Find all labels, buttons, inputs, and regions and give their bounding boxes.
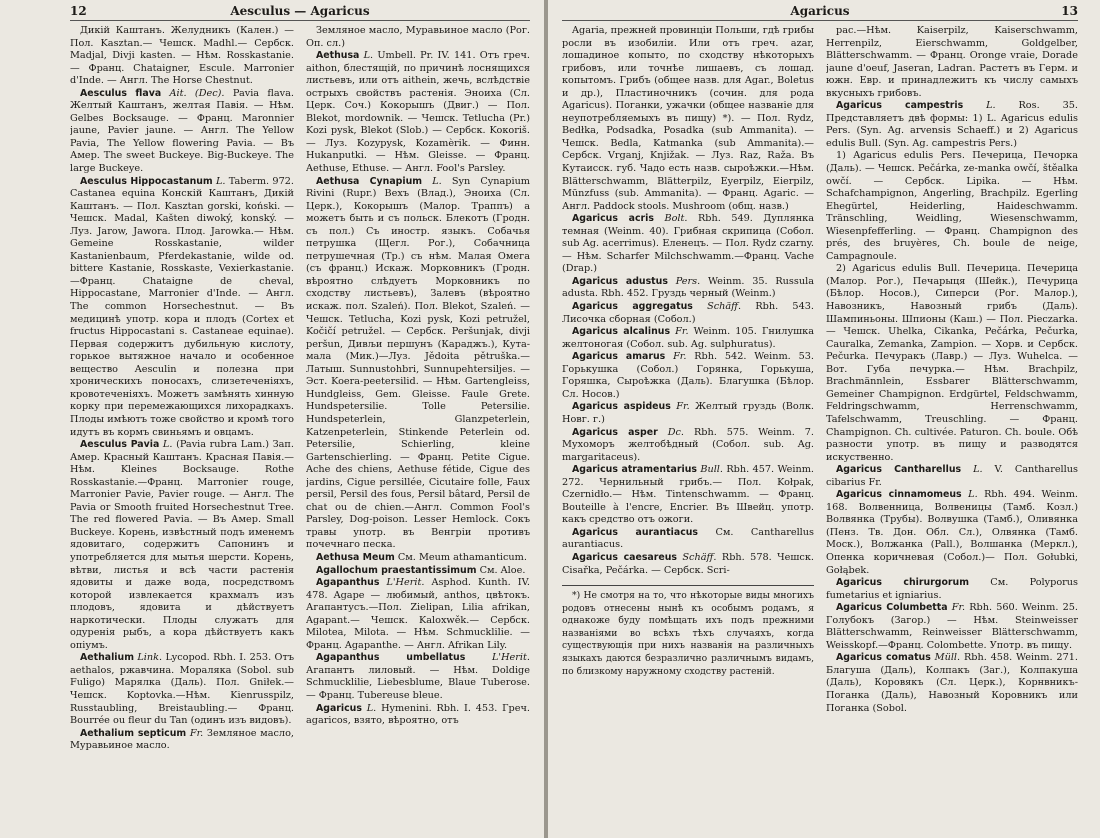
entry-text: Rbh. 457. Weinm. 272. Чернильный грибъ.— Пол. Kołpak, Czernidło.— Нѣм. Tintenschwamm. — Франц. Bouteille à l'encre, Encrier. Въ Швейц. употр. какъ средство отъ ожоги. (562, 464, 814, 526)
entry-authority: Schäff. (707, 301, 742, 313)
entry-term: Agaricus aggregatus (572, 301, 693, 313)
running-head-title-right: Agaricus (790, 4, 850, 18)
entry-term: Aethusa (316, 50, 360, 62)
entry-authority: Dc. (667, 426, 684, 438)
dictionary-entry (826, 464, 1078, 489)
entry-term: Agaricus acris (572, 213, 654, 225)
entry-term: Agaricus asper (572, 426, 658, 438)
entry-text: Желтый груздь (Волк. Новг. г.) (562, 401, 814, 425)
column-4 (826, 25, 1078, 838)
entry-authority: Pers. (675, 275, 701, 287)
dictionary-entry (562, 213, 814, 276)
entry-term: Agaricus amarus (572, 351, 666, 363)
entry-authority: L. (215, 175, 226, 187)
entry-term: Aethusa Meum (316, 551, 395, 563)
dictionary-entry (562, 401, 814, 426)
dictionary-entry (70, 176, 294, 439)
entry-text: Umbell. Pr. IV. 141. Отъ греч. aithon, блестящій, по причинѣ лоснящихся листьевъ, или отъ aithein, жечь, вслѣдствіе острыхъ свойствъ растенія. Эноиха (Сл. Церк. Соч.) Кокорышъ (Двиг.) — Пол. Blekot, mordownik. — Чешск. Tetlucha (Pr.) Kozi pysk, Blekot (Slob.) — Сербск. Koкoriš. — Луз. Kozypysk, Kozamèrik. — Финн. Hukanputki. — Нѣм. Gleisse. — Франц. Aethuse, Ethuse. — Англ. Fool's Parsley. (306, 50, 530, 175)
dictionary-entry (70, 25, 294, 88)
entry-text: Rbh. 549. Дуплянка темная (Weinm. 40). Грибная скрипица (Собол. sub Ag. acerrimus). Еленецъ. — Пол. Rydz czarny. — Нѣм. Scharfer Milchschwamm.—Франц. Vache (Drap.) (562, 213, 814, 275)
dictionary-entry (826, 489, 1078, 577)
dictionary-entry (826, 602, 1078, 652)
entry-text: Rbh. 542. Weinm. 53. Горькушка (Собол.) Горянка, Горькуша, Горяшка, Сыроѣжка (Даль). Благушка (Бѣлор. Сл. Носов.) (562, 351, 814, 400)
left-page (0, 0, 544, 838)
left-columns (70, 25, 530, 838)
page-number-right: 13 (1061, 4, 1078, 18)
entry-authority: L'Herit. (386, 577, 425, 589)
dictionary-entry (826, 577, 1078, 602)
entry-text: Pavia flava. Желтый Каштанъ, желтая Павія. — Нѣм. Gelbes Bocksauge. — Франц. Maronnier jaune, Pavier jaune. — Англ. The Yellow Pavia, The Yellow flowering Pavia. — Въ Амер. The sweet Buckeye. Big-Buckeye. The large Buckeye. (70, 87, 294, 175)
dictionary-entry (306, 50, 530, 175)
entry-text: См. Meum athamanticum. (397, 551, 527, 563)
dictionary-entry (306, 652, 530, 702)
dictionary-entry (306, 25, 530, 50)
footnote (562, 585, 814, 678)
entry-term: Agaricus aurantiacus (572, 526, 699, 538)
entry-text: Rbh. 575. Weinm. 7. Мухоморъ желтобѣдный (Собол. sub. Ag. margaritaceus). (562, 426, 814, 463)
entry-text: Taberm. 972. Castanea equina Конскій Каштанъ, Дикій Каштанъ. — Пол. Kasztan gorski, koński. — Чешск. Madal, Kašten diwoký, konský. — Луз. Jarow, Jawora. Плод. Jarowka.— Нѣм. Gemeine Rosskastanie, wilder Kastanienbaum, Pferdekastanie, wilde od. bittere Kastanie, Rosskaste, Vexierkastanie.—Франц. Chataigne de cheval, Hippocastane, Marronier d'Inde. — Англ. The common Horsechestnut. — Въ медицинѣ употр. кора и плодъ (Cortex et fructus Hippocastani s. Castaneae equinae). Первая содержитъ дубильную кислоту, горькое вытяжное начало и особенное вещество Aesculin и полезна при хроническихъ поносахъ, слизетеченіяхъ, кровотеченіяхъ. Можетъ замѣнять хинную корку при перемежающихся лихорадкахъ. Плоды имѣютъ тоже свойство и кромѣ того идутъ въ кормъ свиньямъ и овцамъ. (70, 175, 294, 438)
entry-term: Agaricus (316, 702, 362, 714)
column-3 (562, 25, 814, 838)
entry-text: Агапантъ лиловый. — Нѣм. Doldige Schmucklilie, Liebesblume, Blaue Tuberose. — Франц. Tubereuse bleue. (306, 664, 530, 701)
entry-text: Земляное масло, Муравьиное масло (Рог. Оп. сл.) (306, 25, 530, 49)
entry-authority: L. (986, 100, 996, 112)
entry-text: См. Aloe. (479, 564, 526, 576)
entry-text: См. Cantharellus aurantiacus. (562, 526, 814, 551)
entry-text: Asphod. Kunth. IV. 478. Agape — любимый, anthos, цвѣтокъ. Агапантусъ.—Пол. Zielipan, Lilia afrikan, Agapant.— Чешск. Kaloxwěk.— Сербск. Milotea, Milota. — Нѣм. Schmucklilie. — Франц. Agapanthe. — Англ. Afrikan Lily. (306, 577, 530, 651)
entry-term: Agapanthus umbellatus (316, 652, 466, 664)
entry-term: Agaricus aspideus (572, 401, 671, 413)
entry-text: 2) Agaricus edulis Bull. Печерица. Печерица (Малор. Рог.), Печарыця (Шейк.), Печурица (Бѣлор. Носов.), Сиперси (Рог. Малор.), Навозникъ, Навозный грибъ (Даль). Шампиньоны. Шпионы (Каш.) — Пол. Pieczarka. — Чешск. Uhelka, Cikanka, Pečárka, Pečurka, Cauralka, Zemanka, Zampion. — Хорв. и Сербск. Pečurka. Печуракъ (Лавр.) — Луз. Wuhelca. — Вот. Губа печурка.— Нѣм. Brachpilz, Brachmännlein, Essbarer Blätterschwamm, Gemeiner Champignon. Erdgürtel, Feldschwamm, Feldringschwamm, Herrenschwamm, Tafelschwamm, Treuschling. — Франц. Champignon. Ch. cultivée. Paturon. Ch. boule. Обѣ разности употр. въ пищу и разводятся искуственно. (826, 263, 1078, 463)
dictionary-entry (70, 652, 294, 727)
dictionary-entry (70, 728, 294, 753)
dictionary-entry (306, 552, 530, 565)
entry-authority: L. (366, 702, 377, 714)
entry-text: Rbh. 494. Weinm. 168. Волвенница, Волвеницы (Тамб. Козл.) Волвянка (Трубы). Волвушка (Тамб.), Оливянка (Пенз. Тв. Дон. Обл. Сл.), Олвянка (Тамб. Моск.), Волжанка (Pall.), Волшанка (Меркл.), Опенка коричневая (Собол.)— Пол. Gołubki, Gołąbek. (826, 489, 1078, 576)
dictionary-entry (562, 351, 814, 401)
entry-authority: Fr. (673, 351, 687, 363)
entry-authority: L. (363, 50, 374, 62)
running-head-title-left: Aesculus — Agaricus (230, 4, 370, 18)
entry-text: Rbh. 458. Weinm. 271. Благуша (Даль), Колпакъ (Заг.), Колпакуша (Даль), Коровякъ (Сл. Церк.), Корнвникъ-Поганка (Даль), Навозный Коровникъ или Поганка (Sobol. (826, 652, 1078, 714)
dictionary-entry (306, 577, 530, 652)
entry-term: Aesculus Pavia (80, 439, 160, 451)
entry-term: Aethalium septicum (80, 727, 187, 739)
entry-term: Agapanthus (316, 577, 380, 589)
entry-authority: L'Herit. (492, 652, 530, 664)
entry-term: Agaricus campestris (836, 100, 964, 112)
entry-authority: L. (432, 175, 442, 187)
dictionary-entry (826, 100, 1078, 150)
entry-text: (Pavia rubra Lam.) Зап. Амер. Красный Каштанъ. Красная Павія.—Нѣм. Kleines Bocksauge. Rothe Rosskastanie.—Франц. Marronier rouge, Marronier Pavie, Pavier rouge. — Англ. The Pavia or Smooth fruited Horsechestnut Tree. The red flowered Pavia. — Въ Амер. Small Buckeye. Корень, извѣстный подъ именемъ ядовитаго, содержитъ Сапонинъ и употребляется для мытья шерсти. Корень, вѣтви, листья и всѣ части растенія ядовиты и даже вода, посредствомъ которой извлекается крахмалъ изъ плодовъ, ядовита и дѣйствуетъ наркотически. Плоды служатъ для одуренія рыбъ, а кора дѣйствуетъ какъ опіумъ. (70, 439, 294, 651)
entry-text: Ros. 35. Представляетъ двѣ формы: 1) L. Agaricus edulis Pers. (Syn. Ag. arvensis Schaeff.) и 2) Agaricus edulis Bull. (Syn. Ag. campestris Pers.) (826, 100, 1078, 149)
entry-text: Agaria, прежней провинціи Польши, гдѣ грибы росли въ изобиліи. Или отъ греч. azar, лошадиное копыто, по сходству нѣкоторыхъ грибовъ, или точнѣе лишаевъ, съ лошад. копытомъ. Грибъ (общее назв. для Agar., Boletus и др.), Пластиночникъ (сочин. для рода Agaricus). Поганки, ужачки (общее названіе для неупотребляемыхъ въ пищу) *). — Пол. Rydz, Bedłka, Podsadka, Posadka (sub Ammanita). — Чешск. Bedla, Katmanka (sub Ammanita).—Сербск. Vrganj, Knjižak. — Луз. Raz, Raža. Въ Кутаисск. губ. Чадо есть назв. сыроѣжки.—Нѣм. Blätterschwamm, Blätterpilz, Eyerpilz, Eierpilz, Mūnzfuss (sub. Ammanita). — Франц. Agaric. — Англ. Paddock stools. Mushroom (общ. назв.) (562, 25, 814, 212)
dictionary-entry (306, 565, 530, 578)
dictionary-entry (562, 25, 814, 213)
entry-term: Agaricus Cantharellus (836, 464, 962, 476)
entry-authority: L. (973, 464, 983, 476)
entry-text: V. Cantharellus cibarius Fr. (826, 464, 1078, 488)
entry-text: Земляное масло, Муравьиное масло. (70, 727, 294, 752)
page-number-left: 12 (70, 4, 87, 18)
entry-text: pac.—Нѣм. Kaiserpilz, Kaiserschwamm, Herrenpilz, Eierschwamm, Goldgelber, Blätterschwamm. — Франц. Oronge vraie, Dorade jaune d'oeuf, Jaseran, Ladran. Растетъ въ Герм. и южн. Евр. и принадлежитъ къ числу самыхъ вкусныхъ грибовъ. (826, 25, 1078, 99)
entry-term: Aesculus flava (80, 87, 162, 99)
entry-text: Rbh. 560. Weinm. 25. Голубокъ (Загор.) — Нѣм. Steinweisser Blätterschwamm, Reinweisser Blätterschwamm, Weisskopf.—Франц. Colombette. Употр. въ пищу. (826, 602, 1078, 651)
dictionary-entry (70, 439, 294, 652)
entry-text: Дикій Каштанъ. Желудникъ (Кален.) — Пол. Kasztan.— Чешск. Madhl.— Сербск. Madjal, Divji kasten. — Нѣм. Rosskastanie. — Франц. Chataigner, Escule. Marronier d'Inde. — Англ. The Horse Chestnut. (70, 25, 294, 87)
entry-text: Rbh. 578. Чешск. Cisařka, Pečárka. — Сербск. Scri- (562, 551, 814, 576)
entry-authority: Fr. (676, 401, 690, 413)
entry-term: Agaricus adustus (572, 275, 668, 287)
entry-authority: Bolt. (664, 213, 688, 225)
entry-text: Syn Cynapium Rivini (Rupr.) Вехъ (Влад.), Эноиха (Сл. Церк.), Кокорышъ (Малор. Траппъ) а можетъ быть и съ польск. Блекотъ (Гродн. съ пол.) Съ иностр. языкъ. Собачья петрушка (Щегл. Рог.), Собачница петрушечная (Тр.) съ нѣм. Малая Омега (съ франц.) Искаж. Морковникъ (Гродн. вѣроятно слѣдуетъ Морковникъ по сходству листьевъ), Залевъ (вѣроятно искаж. пол. Szaleń). Пол. Blekot, Szaleń. — Чешск. Tetlucha, Kozi pysk, Kozi petružel, Kočičí petružel. — Сербск. Peršunjak, divji peršun, Дивљи першунъ (Караджъ.), Кута-мала (Мик.)—Луз. Jědoita pětruška.—Латыш. Sunnustohbri, Sunnupehtersiljes. — Эст. Koera-peetersilid. — Нѣм. Gartengleiss, Hundgleiss, Gem. Gleisse. Faule Grete. Hundspetersilie. Tolle Petersilie. Hundspeterlein, Glanzpeterlein, Katzenpeterlein, Stinkende Peterlein od. Petersilie, Schierling, kleine Gartenschierling. — Франц. Petite Cigue. Ache des chiens, Aethuse fétide, Cigue des jardins, Cigue persillée, Cicutaire folle, Faux persil, Persil des fous, Persil bâtard, Persil de chat ou de chien.—Англ. Common Fool's Parsley, Dog-poison. Lesser Hemlock. Сокъ травы употр. въ Венгріи противъ почечнаго песка. (306, 175, 530, 551)
entry-authority: Bull. (700, 464, 723, 476)
entry-authority: Fr. (675, 326, 689, 338)
dictionary-entry (70, 88, 294, 176)
dictionary-entry (826, 25, 1078, 100)
entry-authority: Schäff. (682, 551, 717, 563)
dictionary-entry (826, 150, 1078, 263)
entry-authority: L. (162, 439, 173, 451)
entry-authority: Ait. (Dec). (169, 87, 225, 99)
dictionary-entry (826, 263, 1078, 464)
dictionary-entry (562, 326, 814, 351)
dictionary-entry (562, 301, 814, 326)
entry-term: Agaricus chirurgorum (836, 577, 969, 589)
dictionary-entry (306, 176, 530, 552)
dictionary-entry (826, 652, 1078, 715)
right-page (548, 0, 1100, 838)
entry-term: Agaricus comatus (836, 652, 931, 664)
entry-term: Aethusa Cynapium (316, 175, 423, 187)
entry-authority: Müll. (934, 652, 961, 664)
entry-text: Weinm. 35. Russula adusta. Rbh. 452. Груздь черный (Weinm.) (562, 275, 814, 300)
dictionary-entry (562, 464, 814, 527)
entry-term: Agaricus Columbetta (836, 602, 948, 614)
entry-text: Weinm. 105. Гнилушка желтоногая (Собол. sub. Ag. sulphuratus). (562, 326, 814, 350)
entry-text: 1) Agaricus edulis Pers. Печерица, Печорка (Даль). — Чешск. Pečárka, ze-manka owčí, štěalka owčí. — Сербск. Lipika. — Нѣм. Schafchampignon, Angerling, Brachpilz. Egerling Ehegürtel, Heiderling, Haideschwamm. Tränschling, Weidling, Wiesenschwamm, Wiesenpfefferling. — Франц. Champignon des prés, des bruyères, Ch. boule de neige, Campagnoule. (826, 150, 1078, 262)
right-running-head (562, 4, 1078, 21)
column-2 (306, 25, 530, 838)
dictionary-entry (562, 552, 814, 577)
entry-authority: L. (968, 489, 978, 501)
entry-term: Aethalium (80, 652, 134, 664)
column-1 (70, 25, 294, 838)
dictionary-entry (562, 427, 814, 465)
entry-text: Hymenini. Rbh. I. 453. Греч. agaricos, взято, вѣроятно, отъ (306, 702, 530, 727)
entry-term: Agallochum praestantissimum (316, 564, 477, 576)
left-running-head (70, 4, 530, 21)
entry-term: Aesculus Hippocastanum (80, 175, 213, 187)
entry-text: Rbh. 543. Лисочка сборная (Собол.) (562, 301, 814, 325)
right-columns (562, 25, 1078, 838)
entry-authority: Fr. (189, 727, 204, 739)
dictionary-entry (562, 276, 814, 301)
entry-term: Agaricus atramentarius (572, 464, 697, 476)
entry-text: Lycopod. Rbh. I. 253. Отъ aethalos, ржавчина. Мораляка (Sobol. sub Fuligo) Марялка (Даль). Пол. Gniłek.— Чешск. Koptovka.—Нѣм. Kienrusspilz, Russtaubling, Breistaubling.— Франц. Bourrée ou fleur du Tan (одинъ изъ видовъ). (70, 652, 294, 727)
entry-text: См. Polyporus fumetarius et igniarius. (826, 577, 1078, 601)
entry-term: Agaricus caesareus (572, 551, 677, 563)
entry-term: Agaricus alcalinus (572, 326, 671, 338)
dictionary-entry (306, 703, 530, 728)
entry-authority: Link. (137, 652, 163, 664)
dictionary-entry (562, 527, 814, 552)
entry-term: Agaricus cinnamomeus (836, 489, 962, 501)
footnote-text: *) Не смотря на то, что нѣкоторые виды многихъ родовъ отнесены нынѣ къ особымъ родамъ, я однакоже буду помѣщать ихъ подъ прежними названіями во всѣхъ тѣхъ случаяхъ, когда существующія при нихъ названія на различныхъ языкахъ даются безразлично различнымъ видамъ, по близкому наружному сходству растеній. (562, 590, 814, 677)
column-3-entries (562, 25, 814, 577)
entry-authority: Fr. (951, 602, 966, 614)
